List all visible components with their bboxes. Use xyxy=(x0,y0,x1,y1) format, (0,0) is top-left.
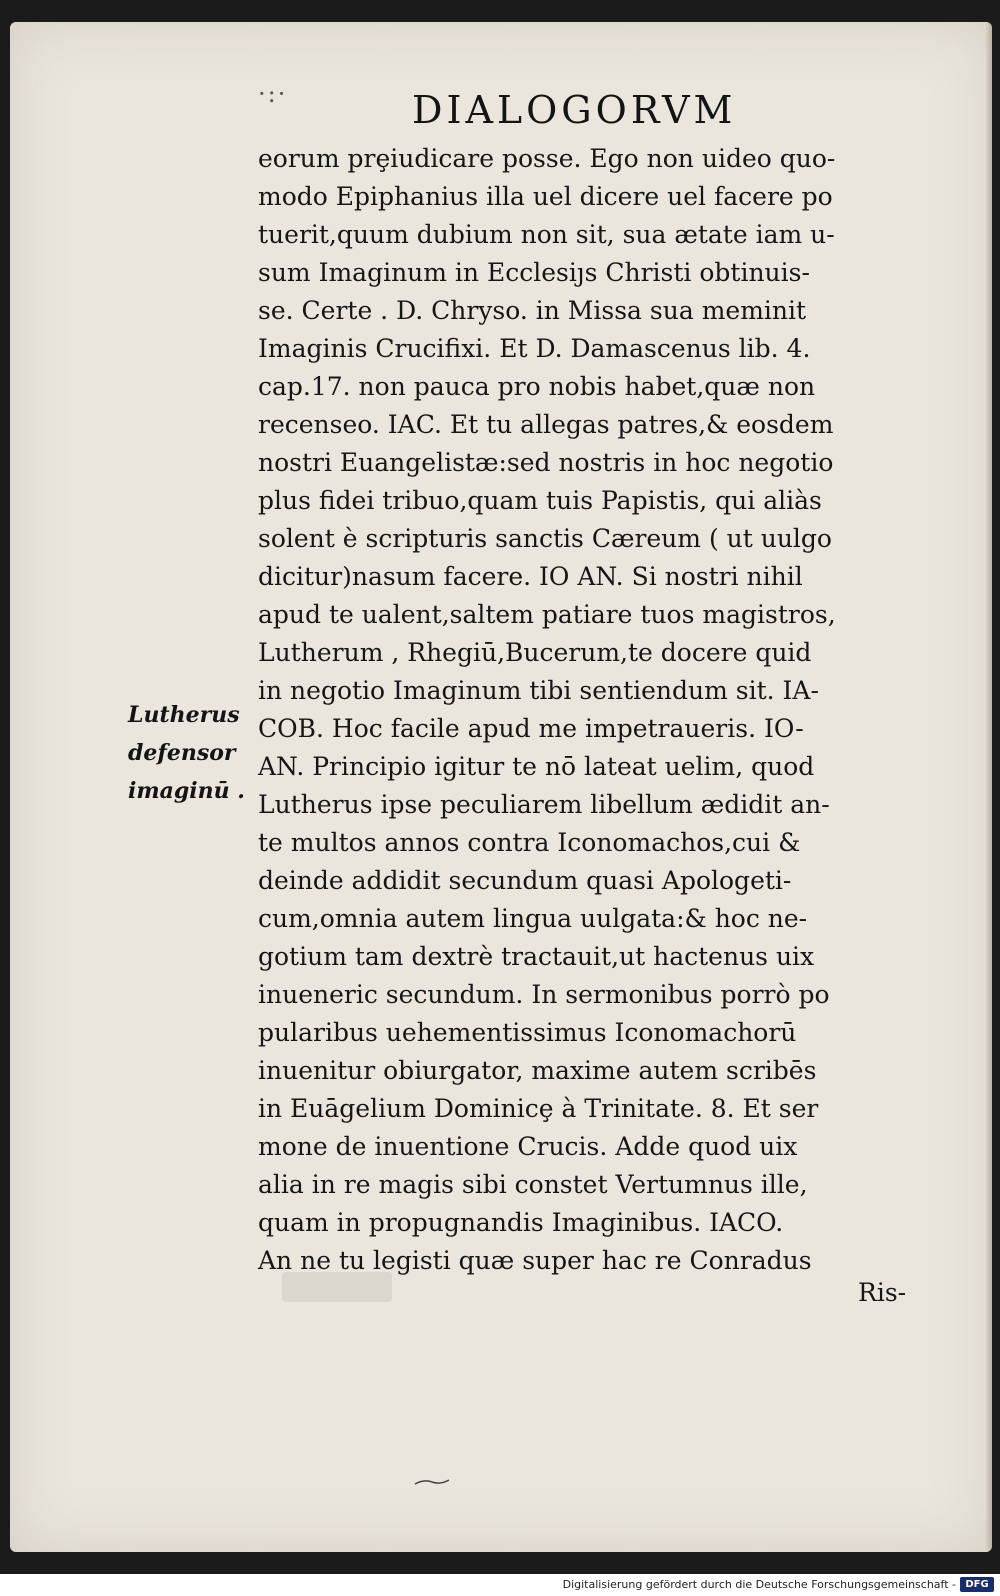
text-line: deinde addidit secundum quasi Apologeti- xyxy=(258,866,792,895)
text-line: Lutherus ipse peculiarem libellum ædidit an- xyxy=(258,790,830,819)
text-line: apud te ualent,saltem patiare tuos magistros, xyxy=(258,600,836,629)
text-line: dicitur)nasum facere. IO AN. Si nostri nihil xyxy=(258,562,803,591)
text-line: quam in propugnandis Imaginibus. IACO. xyxy=(258,1208,784,1237)
text-line: cap.17. non pauca pro nobis habet,quæ non xyxy=(258,372,816,401)
text-line: te multos annos contra Iconomachos,cui & xyxy=(258,828,801,857)
text-line: recenseo. IAC. Et tu allegas patres,& eosdem xyxy=(258,410,834,439)
text-line: solent è scripturis sanctis Cæreum ( ut uulgo xyxy=(258,524,832,553)
text-line: cum,omnia autem lingua uulgata:& hoc ne- xyxy=(258,904,808,933)
page-edge xyxy=(986,22,992,1552)
marginal-note-line: Lutherus xyxy=(128,702,240,728)
running-head: DIALOGORVM xyxy=(412,88,737,132)
text-line: plus fidei tribuo,quam tuis Papistis, qui aliàs xyxy=(258,486,822,515)
dfg-logo-icon: DFG xyxy=(960,1577,994,1592)
text-line: modo Epiphanius illa uel dicere uel facere po xyxy=(258,182,833,211)
text-line: An ne tu legisti quæ super hac re Conradus xyxy=(258,1246,812,1275)
text-line: Imaginis Crucifixi. Et D. Damascenus lib. 4. xyxy=(258,334,811,363)
text-line: alia in re magis sibi constet Vertumnus ille, xyxy=(258,1170,808,1199)
catchword: Ris- xyxy=(858,1278,907,1307)
page-ornament: ·:· xyxy=(258,80,288,108)
text-line: AN. Principio igitur te nō lateat uelim, quod xyxy=(258,752,815,781)
text-line: gotium tam dextrè tractauit,ut hactenus uix xyxy=(258,942,815,971)
text-line: in Euāgelium Dominicȩ à Trinitate. 8. Et ser xyxy=(258,1094,819,1123)
text-line: COB. Hoc facile apud me impetraueris. IO- xyxy=(258,714,804,743)
text-line: nostri Euangelistæ:sed nostris in hoc negotio xyxy=(258,448,834,477)
ink-stroke-mark xyxy=(414,1478,450,1486)
text-line: eorum prȩiudicare posse. Ego non uideo quo- xyxy=(258,144,836,173)
text-line: mone de inuentione Crucis. Adde quod uix xyxy=(258,1132,798,1161)
funding-credit: Digitalisierung gefördert durch die Deutsche Forschungsgemeinschaft - xyxy=(562,1578,956,1591)
marginal-note xyxy=(128,696,268,810)
text-line: sum Imaginum in Ecclesiȷs Christi obtinuis- xyxy=(258,258,810,287)
library-stamp-smudge xyxy=(282,1272,392,1302)
footer-bar xyxy=(0,1574,1000,1596)
text-line: tuerit,quum dubium non sit, sua ætate iam u- xyxy=(258,220,835,249)
marginal-note-line: imaginū . xyxy=(128,778,245,804)
text-line: inuenitur obiurgator, maxime autem scribēs xyxy=(258,1056,817,1085)
text-line: inueneric secundum. In sermonibus porrò po xyxy=(258,980,830,1009)
text-line: Lutherum , Rhegiū,Bucerum,te docere quid xyxy=(258,638,812,667)
body-text xyxy=(258,140,958,1280)
text-line: pularibus uehementissimus Iconomachorū xyxy=(258,1018,797,1047)
marginal-note-line: defensor xyxy=(128,740,236,766)
text-line: se. Certe . D. Chryso. in Missa sua meminit xyxy=(258,296,807,325)
text-line: in negotio Imaginum tibi sentiendum sit. IA- xyxy=(258,676,819,705)
